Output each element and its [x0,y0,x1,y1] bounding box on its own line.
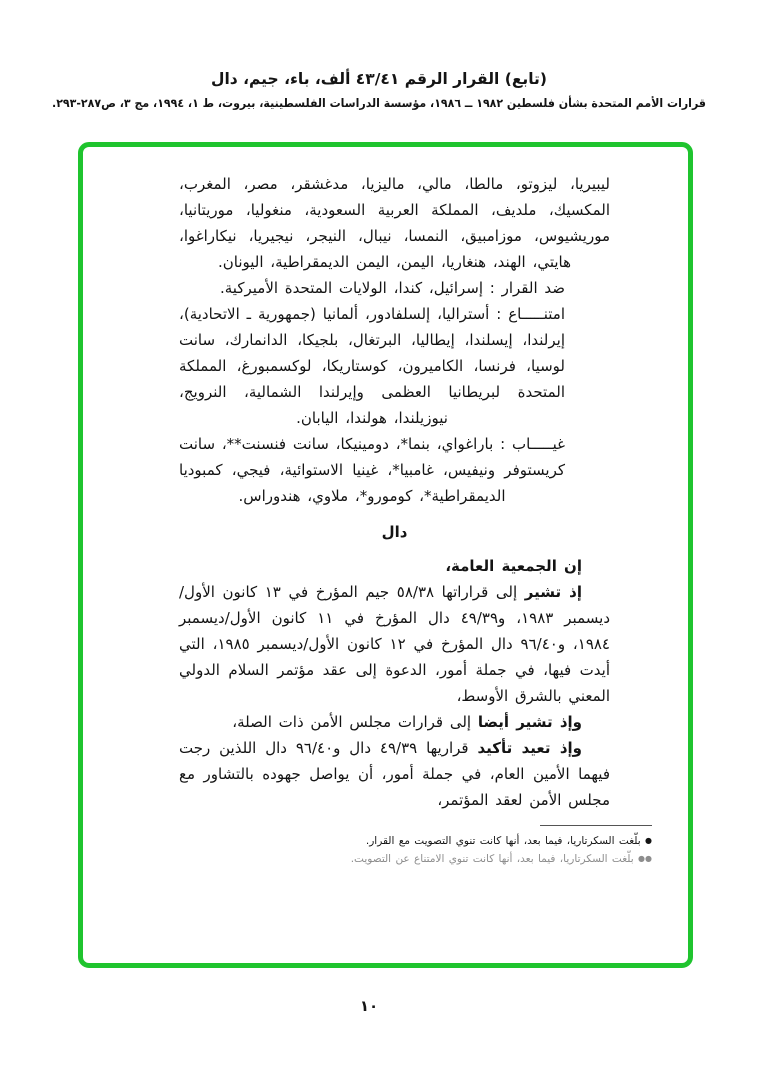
preamble-paragraph-recalling [179,579,610,709]
vote-abstain-countries: أستراليا، إلسلفادور، ألمانيا (جمهورية ـ الاتحادية)، إيرلندا، إيسلندا، إيطاليا، البرتغال، بلجيكا، الدانمارك، سانت لوسيا، فرنسا، الكاميرون، كوستاريكا، لوكسمبورغ، المملكة المتحدة لبريطانيا العظمى وإيرلندا الشمالية، النرويج، نيوزيلندا، هولندا، اليابان. [179,305,565,427]
paragraph-lead: إذ تشير [524,583,582,601]
vote-against-label: ضد القرار : [489,279,565,297]
footnote-abstaining [119,850,652,868]
paragraph-lead: وإذ تشير أيضا [477,713,582,731]
vote-row-against [179,275,610,301]
vote-row-absent [179,431,610,509]
countries-list-continuation: ليبيريا، ليزوتو، مالطا، مالي، ماليزيا، مدغشقر، مصر، المغرب، المكسيك، ملديف، المملكة العربية السعودية، منغوليا، موريتانيا، موريشيوس، موزامبيق، النمسا، نيبال، النيجر، نيجيريا، نيكاراغوا، هايتي، الهند، هنغاريا، اليمن، اليمن الديمقراطية، اليونان. [179,175,610,271]
footnote-marker: ● [645,836,652,845]
footnote-voting-with [119,832,652,850]
resolution-title: (تابع) القرار الرقم ٤٣/٤١ ألف، باء، جيم، دال [211,70,547,88]
vote-absent-countries: باراغواي، بنما*، دومينيكا، سانت فنسنت**، سانت كريستوفر ونيفيس، غامبيا*، غينيا الاستوائية، فيجي، كمبوديا الديمقراطية*، كومورو*، ملاوي، هندوراس. [179,435,565,505]
vote-row-abstain [179,301,610,431]
paragraph-body: قراريها ٤٩/٣٩ دال و٩٦/٤٠ دال اللذين رجت فيهما الأمين العام، في جملة أمور، أن يواصل جهوده بالتشاور مع مجلس الأمن لعقد المؤتمر، [179,739,610,809]
assembly-intro: إن الجمعية العامة، [445,557,582,575]
page-header [0,70,758,110]
vote-abstain-label: امتنـــــاع : [496,305,565,323]
resolution-box [78,142,693,968]
page-number: ١٠ [359,997,379,1015]
source-citation: قرارات الأمم المتحدة بشأن فلسطين ١٩٨٢ ــ ١٩٨٦، مؤسسة الدراسات الفلسطينية، بيروت، ط ١، ١٩٩٤، مج ٣، ص٢٨٧-٢٩٣. [52,96,706,111]
footnote-text: بلّغت السكرتاريا، فيما بعد، أنها كانت تنوي الامتناع عن التصويت. [350,853,634,865]
vote-absent-label: غيـــــاب : [500,435,565,453]
vote-against-countries: إسرائيل، كندا، الولايات المتحدة الأميركية. [220,279,483,297]
preamble-paragraph-reaffirming [179,735,610,813]
footnote-text: بلّغت السكرتاريا، فيما بعد، أنها كانت تنوي التصويت مع القرار. [365,835,641,847]
paragraph-body: إلى قراراتها ٥٨/٣٨ جيم المؤرخ في ١٣ كانون الأول/ديسمبر ١٩٨٣، و٤٩/٣٩ دال المؤرخ في ١١ كانون الأول/ديسمبر ١٩٨٤، و٩٦/٤٠ دال المؤرخ في ١٢ كانون الأول/ديسمبر ١٩٨٥، التي أيدت فيها، في جملة أمور، الدعوة إلى عقد مؤتمر السلام الدولي المعني بالشرق الأوسط، [179,583,610,705]
section-heading-dal: دال [381,523,408,541]
resolution-box-content [83,147,688,963]
paragraph-lead: وإذ تعيد تأكيد [477,739,582,757]
paragraph-body: إلى قرارات مجلس الأمن ذات الصلة، [232,713,478,731]
footnote-separator-rule [540,825,652,826]
preamble-paragraph-recalling-also [179,709,610,735]
footnotes-block [119,825,652,868]
footnote-marker: ●● [638,854,652,863]
